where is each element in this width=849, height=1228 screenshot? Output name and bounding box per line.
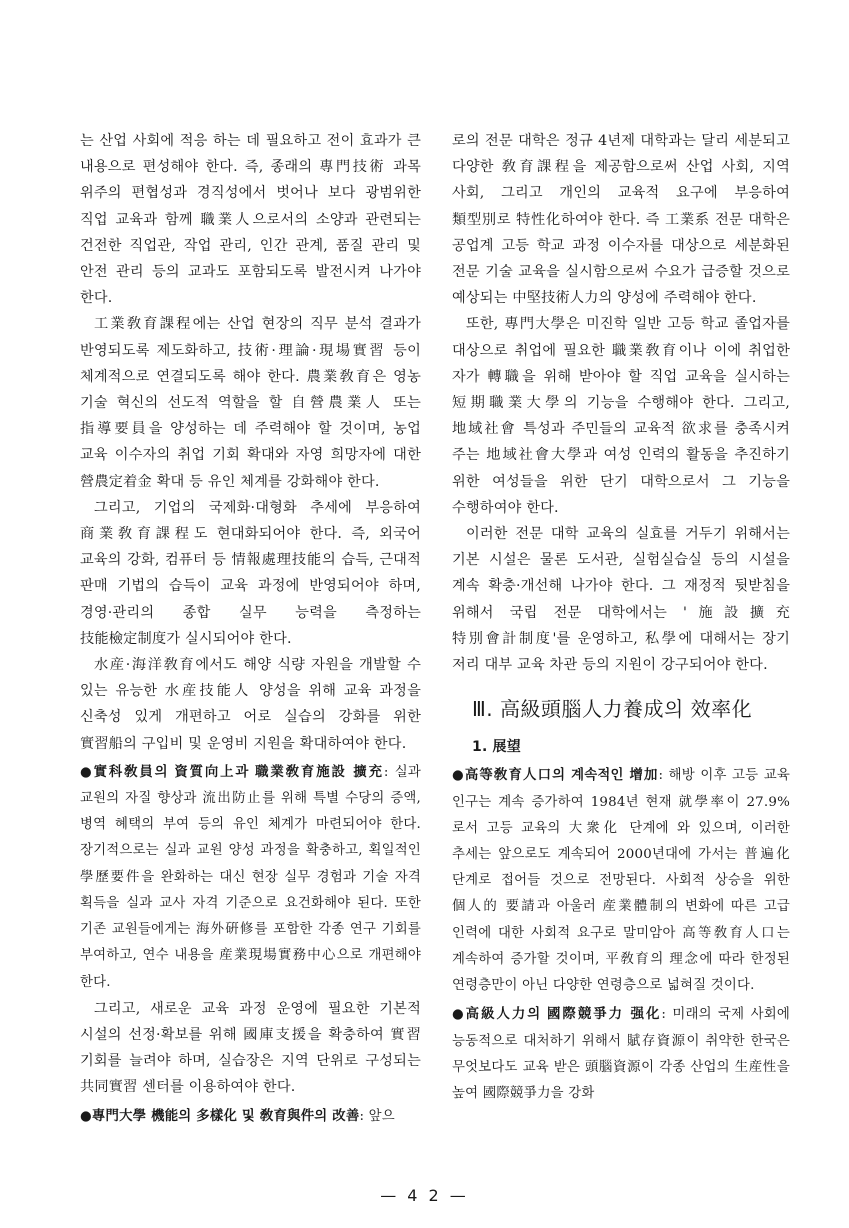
- bullet-paragraph: [80, 759, 421, 996]
- bullet-heading: ●高級人力의 國際競爭力 强化: [452, 1006, 662, 1023]
- left-column: [80, 128, 421, 1130]
- subsection-title: 1. 展望: [472, 739, 521, 756]
- paragraph: 또한, 專門大學은 미진학 일반 고등 학교 졸업자를 대상으로 취업에 필요한 職業敎育이나 이에 취업한 자가 轉職을 위해 받아야 할 직업 교육을 실시하는 短期職業大學의 기능을 수행해야 한다. 그리고, 地域社會 특성과 주민들의 교육적 欲求를 충족시켜 주는 地域社會大學과 여성 인력의 활동을 추진하기 위한 여성들을 위한 단기 대학으로서 그 기능을 수행하여야 한다.: [452, 316, 790, 516]
- bullet-text: : 앞으: [359, 1108, 395, 1124]
- paragraph: 水産·海洋敎育에서도 해양 식량 자원을 개발할 수 있는 유능한 水産技能人 양성을 위해 교육 과정을 신축성 있게 개편하고 어로 실습의 강화를 위한 實習船의 구입비 및 운영비 지원을 확대하여야 한다.: [80, 657, 421, 752]
- page-number: — 4 2 —: [380, 1186, 469, 1205]
- bullet-heading: ●高等敎育人口의 계속적인 增加: [452, 767, 659, 784]
- bullet-heading: ●專門大學 機能의 多樣化 및 敎育與件의 改善: [80, 1107, 360, 1124]
- bullet-text: : 미래의 국제 사회에 능동적으로 대처하기 위해서 賦存資源이 취약한 한국은 무엇보다도 교육 받은 頭腦資源이 각종 산업의 生産性을 높여 國際競爭力을 강화: [452, 1007, 790, 1101]
- right-column: [452, 128, 790, 1107]
- bullet-text: : 해방 이후 고등 교육 인구는 계속 증가하여 1984년 현재 就學率이 27.9%로서 고등 교육의 大衆化 단계에 와 있으며, 이러한 추세는 앞으로도 계속되어 2000년대에 가서는 普遍化 단계로 접어들 것으로 전망된다. 사회적 상승을 위한 個人的 要請과 아울러 産業體制의 변화에 따른 고급 인력에 대한 사회적 요구로 말미암아 高等敎育人口는 계속하여 증가할 것이며, 平敎育의 理念에 따라 한정된 연령층만이 아닌 다양한 연령층으로 넓혀질 것이다.: [452, 768, 790, 994]
- bullet-paragraph: [80, 1103, 421, 1130]
- paragraph: 그리고, 기업의 국제화·대형화 추세에 부응하여 商業敎育課程도 현대화되어야 한다. 즉, 외국어 교육의 강화, 컴퓨터 등 情報處理技能의 습득, 근대적 판매 기법의 습득이 교육 과정에 반영되어야 하며, 경영·관리의 종합 실무 능력을 측정하는 技能檢定制度가 실시되어야 한다.: [80, 499, 421, 647]
- bullet-paragraph: [452, 1001, 790, 1107]
- paragraph: 로의 전문 대학은 정규 4년제 대학과는 달리 세분되고 다양한 敎育課程을 제공함으로써 산업 사회, 지역 사회, 그리고 개인의 교육적 요구에 부응하여 類型別로 特性化하여야 한다. 즉 工業系 전문 대학은 공업계 고등 학교 과정 이수자를 대상으로 세분화된 전문 기술 교육을 실시함으로써 수요가 급증할 것으로 예상되는 中堅技術人力의 양성에 주력해야 한다.: [452, 133, 790, 307]
- bullet-heading: ●實科敎員의 資質向上과 職業敎育施設 擴充: [80, 763, 384, 780]
- paragraph: 는 산업 사회에 적응 하는 데 필요하고 전이 효과가 큰 내용으로 편성해야 한다. 즉, 종래의 專門技術 과목 위주의 편협성과 경직성에서 벗어나 보다 광범위한 직업 교육과 함께 職業人으로서의 소양과 관련되는 건전한 직업관, 작업 관리, 인간 관계, 품질 관리 및 안전 관리 등의 교과도 포함되도록 발전시켜 나가야 한다.: [80, 133, 421, 307]
- bullet-text: : 실과 교원의 자질 향상과 流出防止를 위해 특별 수당의 증액, 병역 혜택의 부여 등의 유인 체계가 마련되어야 한다. 장기적으로는 실과 교원 양성 과정을 확충하고, 획일적인 學歷要件을 완화하는 대신 현장 실무 경험과 기술 자격 획득을 실과 교사 자격 기준으로 요건화해야 된다. 또한 기존 교원들에게는 海外硏修를 포함한 각종 연구 기회를 부여하고, 연수 내용을 産業現場實務中心으로 개편해야 한다.: [80, 764, 421, 990]
- paragraph: 그리고, 새로운 교육 과정 운영에 필요한 기본적 시설의 선정·확보를 위해 國庫支援을 확충하여 實習 기회를 늘려야 하며, 실습장은 지역 단위로 구성되는 共同實習 센터를 이용하여야 한다.: [80, 1000, 421, 1096]
- paragraph: 工業敎育課程에는 산업 현장의 직무 분석 결과가 반영되도록 제도화하고, 技術·理論·現場實習 등이 체계적으로 연결되도록 해야 한다. 農業敎育은 영농 기술 혁신의 선도적 역할을 할 自營農業人 또는 指導要員을 양성하는 데 주력해야 할 것이며, 농업 교육 이수자의 취업 기회 확대와 자영 희망자에 대한 營農定着金 확대 등 유인 체계를 강화해야 한다.: [80, 316, 421, 490]
- section-title: Ⅲ. 高級頭腦人力養成의 效率化: [472, 697, 753, 722]
- paragraph: 이러한 전문 대학 교육의 실효를 거두기 위해서는 기본 시설은 물론 도서관, 실험실습실 등의 시설을 계속 확충·개선해 나가야 한다. 그 재정적 뒷받침을 위해서 국립 전문 대학에서는 '施設擴充 特別會計制度'를 운영하고, 私學에 대해서는 장기 저리 대부 교육 차관 등의 지원이 강구되어야 한다.: [452, 526, 790, 674]
- bullet-paragraph: [452, 762, 790, 999]
